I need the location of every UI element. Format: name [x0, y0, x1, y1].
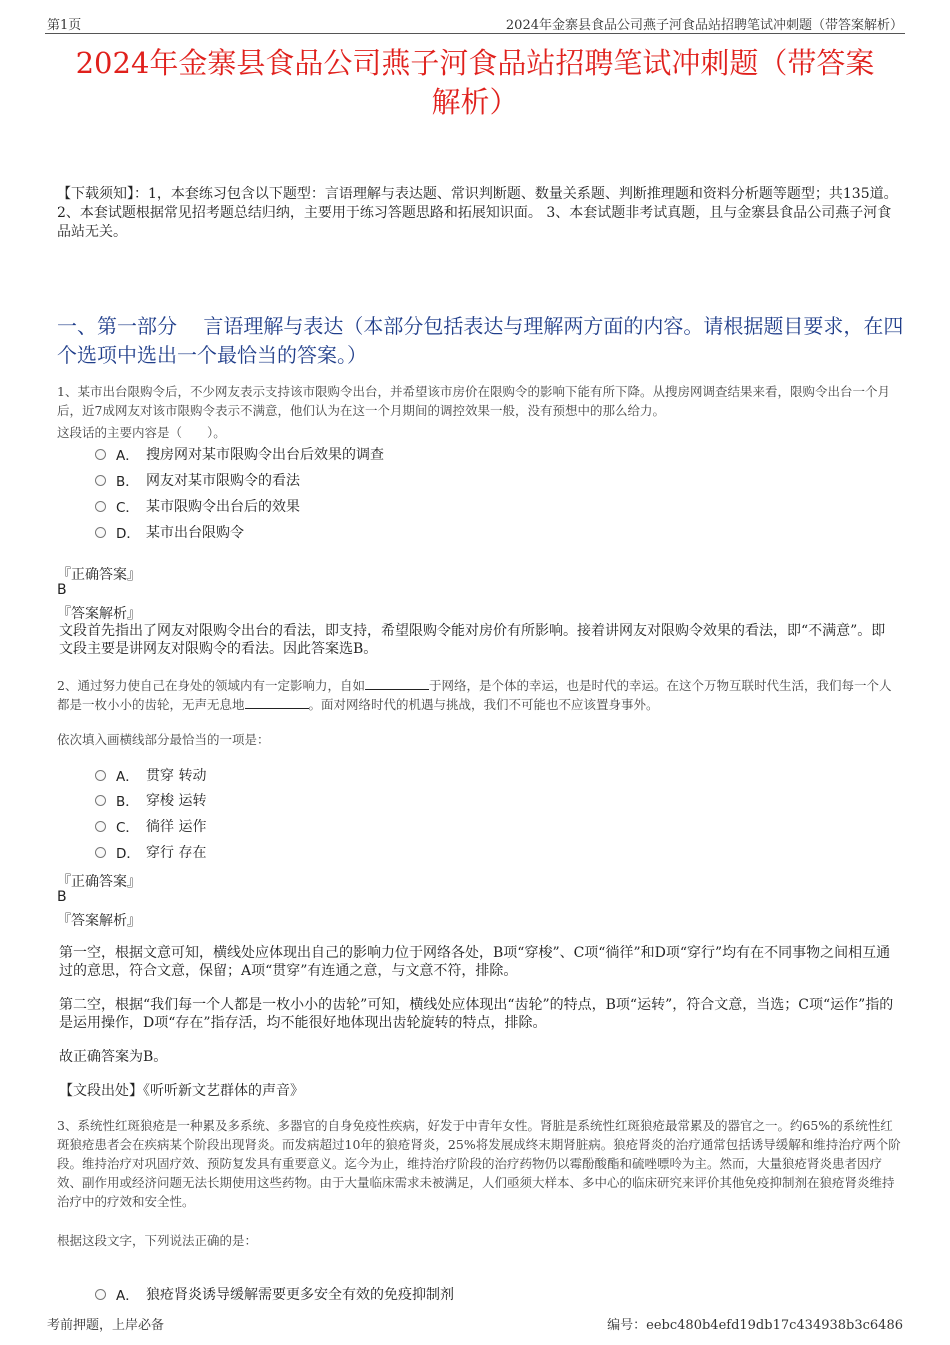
radio-icon[interactable] — [95, 501, 106, 512]
footer-slogan: 考前押题，上岸必备 — [47, 1318, 165, 1333]
question-2-conclusion: 故正确答案为B。 — [59, 1049, 168, 1065]
question-1-option-c[interactable]: C． 某市限购令出台后的效果 — [95, 496, 300, 516]
radio-icon[interactable] — [95, 821, 106, 832]
section-heading: 一、第一部分 言语理解与表达（本部分包括表达与理解两方面的内容。请根据题目要求，在四个选项中选出一个最恰当的答案。） — [57, 314, 904, 367]
question-2-option-a[interactable]: A． 贯穿 转动 — [95, 765, 206, 785]
header-divider — [45, 33, 905, 34]
footer-document-id: 编号：eebc480b4efd19db17c434938b3c6486 — [607, 1318, 903, 1333]
fill-blank-2 — [245, 696, 309, 709]
question-2-answer: B — [57, 889, 67, 905]
question-2-option-d[interactable]: D． 穿行 存在 — [95, 842, 206, 862]
question-1-option-b[interactable]: B． 网友对某市限购令的看法 — [95, 470, 300, 490]
document-title — [40, 44, 910, 122]
radio-icon[interactable] — [95, 795, 106, 806]
option-text: 穿行 存在 — [146, 845, 207, 861]
question-1-explanation: 文段首先指出了网友对限购令出台的看法，即支持，希望限购令能对房价有所影响。接着讲网友对限购令效果的看法，即“不满意”。即文段主要是讲网友对限购令的看法。因此答案选B。 — [59, 623, 886, 657]
question-1-option-d[interactable]: D． 某市出台限购令 — [95, 522, 244, 542]
question-2-answer-label: 『正确答案』 — [57, 874, 141, 890]
question-2-option-b[interactable]: B． 穿梭 运转 — [95, 790, 206, 810]
radio-icon[interactable] — [95, 1289, 106, 1300]
question-2-explanation-1: 第一空，根据文意可知，横线处应体现出自己的影响力位于网络各处，B项“穿梭”、C项“徜徉”和D项“穿行”均有在不同事物之间相互通过的意思，符合文意，保留；A项“贯穿”有连通之意，与文意不符，排除。 — [59, 945, 891, 979]
question-2-explanation-2: 第二空，根据“我们每一个人都是一枚小小的齿轮”可知，横线处应体现出“齿轮”的特点，B项“运转”，符合文意，当选；C项“运作”指的是运用操作，D项“存在”指存活，均不能很好地体现出齿轮旋转的特点，排除。 — [59, 997, 894, 1031]
option-text: 穿梭 运转 — [146, 793, 207, 809]
question-2-stem: 2、通过努力使自己在身处的领域内有一定影响力，自如 于网络，是个体的幸运，也是时代的幸运。在这个万物互联时代生活，我们每一个人都是一枚小小的齿轮，无声无息地 。面对网络时代的机遇与挑战，我们不可能也不应该置身事外。 — [57, 678, 892, 712]
question-1-prompt: 这段话的主要内容是（ ）。 — [57, 425, 226, 440]
question-2-source: 【文段出处】《听听新文艺群体的声音》 — [59, 1083, 304, 1099]
document-title-line2: 解析） — [431, 85, 519, 119]
question-1-analysis-label: 『答案解析』 — [57, 606, 141, 622]
radio-icon[interactable] — [95, 847, 106, 858]
question-2-analysis-label: 『答案解析』 — [57, 913, 141, 929]
question-1-answer-label: 『正确答案』 — [57, 567, 141, 583]
option-text: 某市出台限购令 — [146, 525, 244, 541]
option-text: 狼疮肾炎诱导缓解需要更多安全有效的免疫抑制剂 — [146, 1287, 454, 1303]
question-2-option-c[interactable]: C． 徜徉 运作 — [95, 816, 206, 836]
radio-icon[interactable] — [95, 527, 106, 538]
question-1-option-a[interactable]: A． 搜房网对某市限购令出台后效果的调查 — [95, 444, 384, 464]
running-header-title: 2024年金寨县食品公司燕子河食品站招聘笔试冲刺题（带答案解析） — [505, 18, 903, 33]
radio-icon[interactable] — [95, 475, 106, 486]
question-3-prompt: 根据这段文字，下列说法正确的是： — [57, 1233, 258, 1248]
option-text: 网友对某市限购令的看法 — [146, 473, 300, 489]
option-text: 徜徉 运作 — [146, 819, 207, 835]
document-title-line1: 2024年金寨县食品公司燕子河食品站招聘笔试冲刺题（带答案 — [75, 46, 875, 80]
page-number: 第1页 — [47, 18, 82, 33]
question-1-answer: B — [57, 582, 67, 598]
question-3-stem: 3、系统性红斑狼疮是一种累及多系统、多器官的自身免疫性疾病，好发于中青年女性。肾脏是系统性红斑狼疮最常累及的器官之一。约65%的系统性红斑狼疮患者会在疾病某个阶段出现肾炎。而发病超过10年的狼疮肾炎，25%将发展成终末期肾脏病。狼疮肾炎的治疗通常包括诱导缓解和维持治疗两个阶段。维持治疗对巩固疗效、预防复发具有重要意义。迄今为止，维持治疗阶段的治疗药物仍以霉酚酸酯和硫唑嘌呤为主。然而，大量狼疮肾炎患者因疗效、副作用或经济问题无法长期使用这些药物。由于大量临床需求未被满足，人们亟须大样本、多中心的临床研究来评价其他免疫抑制剂在狼疮肾炎维持治疗中的疗效和安全性。 — [57, 1118, 901, 1209]
fill-blank-1 — [365, 677, 429, 690]
radio-icon[interactable] — [95, 449, 106, 460]
download-notice: 【下载须知】：1，本套练习包含以下题型：言语理解与表达题、常识判断题、数量关系题、判断推理题和资料分析题等题型；共135道。 2、本套试题根据常见招考题总结归纳，主要用于练习答题思路和拓展知识面。 3、本套试题非考试真题，且与金寨县食品公司燕子河食品站无关。 — [57, 186, 898, 240]
question-1-stem: 1、某市出台限购令后，不少网友表示支持该市限购令出台，并希望该市房价在限购令的影响下能有所下降。从搜房网调查结果来看，限购令出台一个月后，近7成网友对该市限购令表示不满意，他们认为在这一个月期间的调控效果一般，没有预想中的那么给力。 — [57, 384, 890, 418]
radio-icon[interactable] — [95, 770, 106, 781]
question-2-prompt: 依次填入画横线部分最恰当的一项是： — [57, 732, 270, 747]
question-3-option-a[interactable]: A． 狼疮肾炎诱导缓解需要更多安全有效的免疫抑制剂 — [95, 1284, 454, 1304]
option-text: 某市限购令出台后的效果 — [146, 499, 300, 515]
option-text: 搜房网对某市限购令出台后效果的调查 — [146, 447, 384, 463]
option-text: 贯穿 转动 — [146, 768, 207, 784]
